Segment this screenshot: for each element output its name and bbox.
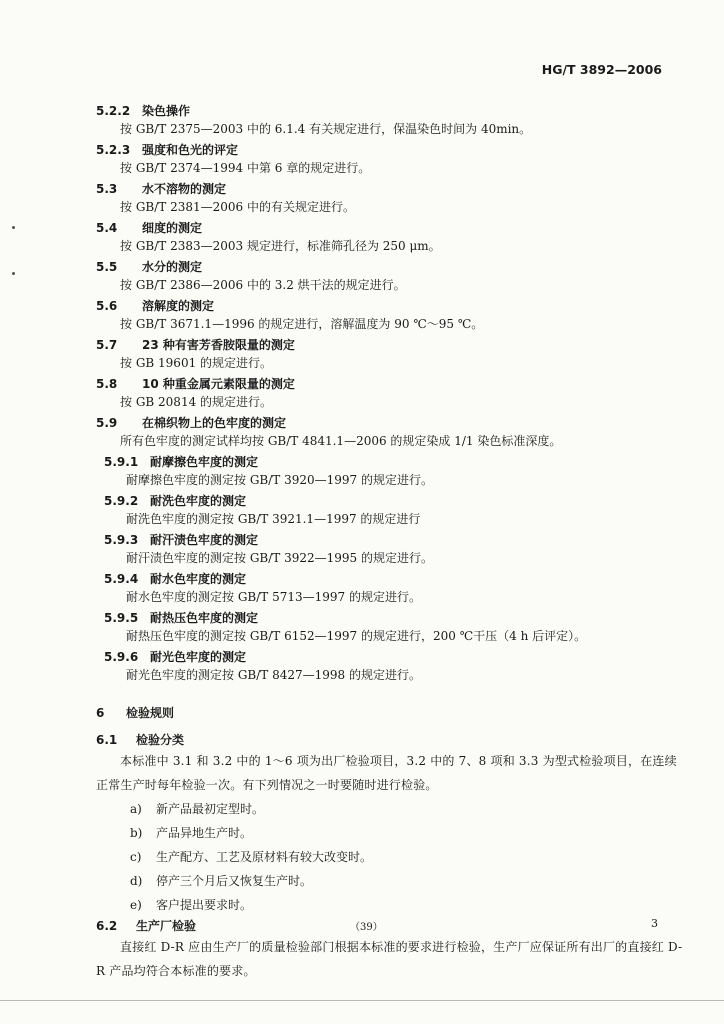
- page-number: 3: [651, 917, 658, 930]
- section-body: 按 GB 20814 的规定进行。: [120, 395, 273, 409]
- subsection-heading: [96, 531, 686, 549]
- section-number: 6.1: [96, 733, 118, 747]
- section-title: 强度和色光的评定: [142, 143, 239, 157]
- section-body: 按 GB 19601 的规定进行。: [120, 356, 273, 370]
- list-item: [96, 821, 686, 845]
- section-title: 检验分类: [136, 733, 185, 747]
- subsection-heading: [96, 492, 686, 510]
- condition-list: [96, 797, 686, 917]
- section-number: 5.3: [96, 182, 118, 196]
- subsection-heading: [96, 648, 686, 666]
- subsection-number: 5.9.2: [104, 494, 139, 508]
- list-item: [96, 845, 686, 869]
- list-marker: e): [130, 898, 142, 912]
- section-title: 生产厂检验: [136, 919, 197, 933]
- section-title: 在棉织物上的色牢度的测定: [142, 416, 287, 430]
- page-content: [96, 99, 686, 983]
- section-title: 溶解度的测定: [142, 299, 215, 313]
- subsection-number: 5.9.6: [104, 650, 139, 664]
- section-title: 细度的测定: [142, 221, 203, 235]
- section-body: 按 GB/T 2383—2003 规定进行，标准筛孔径为 250 μm。: [120, 239, 441, 253]
- subsection-body: 耐洗色牢度的测定按 GB/T 3921.1—1997 的规定进行: [126, 512, 421, 526]
- section-body: 直接红 D-R 应由生产厂的质量检验部门根据本标准的要求进行检验，生产厂应保证所有出厂的直接红 D-R 产品均符合本标准的要求。: [96, 940, 683, 978]
- section-title: 染色操作: [142, 104, 191, 118]
- chapter-title: 检验规则: [126, 706, 175, 720]
- section-number: 5.9: [96, 416, 118, 430]
- list-marker: a): [130, 802, 142, 816]
- section-title: 23 种有害芳香胺限量的测定: [142, 338, 295, 352]
- subsection-heading: [96, 609, 686, 627]
- list-item: [96, 797, 686, 821]
- subsection-body: 耐摩擦色牢度的测定按 GB/T 3920—1997 的规定进行。: [126, 473, 433, 487]
- section-title: 水分的测定: [142, 260, 203, 274]
- section-body: 所有色牢度的测定试样均按 GB/T 4841.1—2006 的规定染成 1/1 染色标准深度。: [120, 434, 562, 448]
- subsection-title: 耐汗渍色牢度的测定: [150, 533, 259, 547]
- section-list: [96, 102, 686, 684]
- section-body: 按 GB/T 2381—2006 中的有关规定进行。: [120, 200, 355, 214]
- subsection-number: 5.9.3: [104, 533, 139, 547]
- section-title: 10 种重金属元素限量的测定: [142, 377, 295, 391]
- list-text: 客户提出要求时。: [156, 898, 253, 912]
- section-heading: [96, 258, 686, 276]
- section-heading: [96, 219, 686, 237]
- list-text: 新产品最初定型时。: [156, 802, 265, 816]
- section-number: 6.2: [96, 919, 118, 933]
- section-heading: [96, 414, 686, 432]
- subsection-body: 耐水色牢度的测定按 GB/T 5713—1997 的规定进行。: [126, 590, 421, 604]
- chapter-heading: [96, 704, 686, 722]
- subsection-title: 耐洗色牢度的测定: [150, 494, 247, 508]
- subsection-title: 耐水色牢度的测定: [150, 572, 247, 586]
- subsection-heading: [96, 453, 686, 471]
- subsection-body: 耐热压色牢度的测定按 GB/T 6152—1997 的规定进行，200 ℃干压（4 h 后评定）。: [126, 629, 587, 643]
- scan-edge-line: [0, 1000, 724, 1001]
- scan-speck: [12, 226, 15, 229]
- section-heading: [96, 917, 686, 935]
- list-marker: c): [130, 850, 142, 864]
- section-heading: [96, 375, 686, 393]
- subsection-title: 耐摩擦色牢度的测定: [150, 455, 259, 469]
- document-code: HG/T 3892—2006: [541, 62, 662, 77]
- subsection-body: 耐汗渍色牢度的测定按 GB/T 3922—1995 的规定进行。: [126, 551, 433, 565]
- section-number: 5.6: [96, 299, 118, 313]
- section-body: 按 GB/T 2386—2006 中的 3.2 烘干法的规定进行。: [120, 278, 406, 292]
- chapter-number: 6: [96, 706, 105, 720]
- list-marker: d): [130, 874, 143, 888]
- subsection-body: 耐光色牢度的测定按 GB/T 8427—1998 的规定进行。: [126, 668, 421, 682]
- list-text: 停产三个月后又恢复生产时。: [156, 874, 313, 888]
- list-item: [96, 869, 686, 893]
- section-heading: [96, 336, 686, 354]
- section-number: 5.8: [96, 377, 118, 391]
- section-heading: [96, 102, 686, 120]
- list-item: [96, 893, 686, 917]
- scan-speck: [12, 272, 15, 275]
- section-body: 按 GB/T 2374—1994 中第 6 章的规定进行。: [120, 161, 371, 175]
- section-body: 按 GB/T 2375—2003 中的 6.1.4 有关规定进行，保温染色时间为 40min。: [120, 122, 532, 136]
- section-title: 水不溶物的测定: [142, 182, 227, 196]
- section-number: 5.4: [96, 221, 118, 235]
- list-marker: b): [130, 826, 143, 840]
- print-number: （39）: [350, 922, 383, 933]
- section-heading: [96, 297, 686, 315]
- section-body: 本标准中 3.1 和 3.2 中的 1～6 项为出厂检验项目，3.2 中的 7、8 项和 3.3 为型式检验项目，在连续正常生产时每年检验一次。有下列情况之一时要随时进行检验。: [96, 754, 677, 792]
- subsection-heading: [96, 570, 686, 588]
- section-number: 5.7: [96, 338, 118, 352]
- list-text: 产品异地生产时。: [156, 826, 253, 840]
- section-heading: [96, 141, 686, 159]
- subsection-number: 5.9.5: [104, 611, 139, 625]
- section-heading: [96, 180, 686, 198]
- section-number: 5.2.2: [96, 104, 131, 118]
- section-number: 5.5: [96, 260, 118, 274]
- subsection-title: 耐热压色牢度的测定: [150, 611, 259, 625]
- list-text: 生产配方、工艺及原材料有较大改变时。: [156, 850, 373, 864]
- subsection-number: 5.9.4: [104, 572, 139, 586]
- section-body: 按 GB/T 3671.1—1996 的规定进行，溶解温度为 90 ℃～95 ℃。: [120, 317, 484, 331]
- section-heading: [96, 731, 686, 749]
- section-number: 5.2.3: [96, 143, 131, 157]
- subsection-title: 耐光色牢度的测定: [150, 650, 247, 664]
- subsection-number: 5.9.1: [104, 455, 139, 469]
